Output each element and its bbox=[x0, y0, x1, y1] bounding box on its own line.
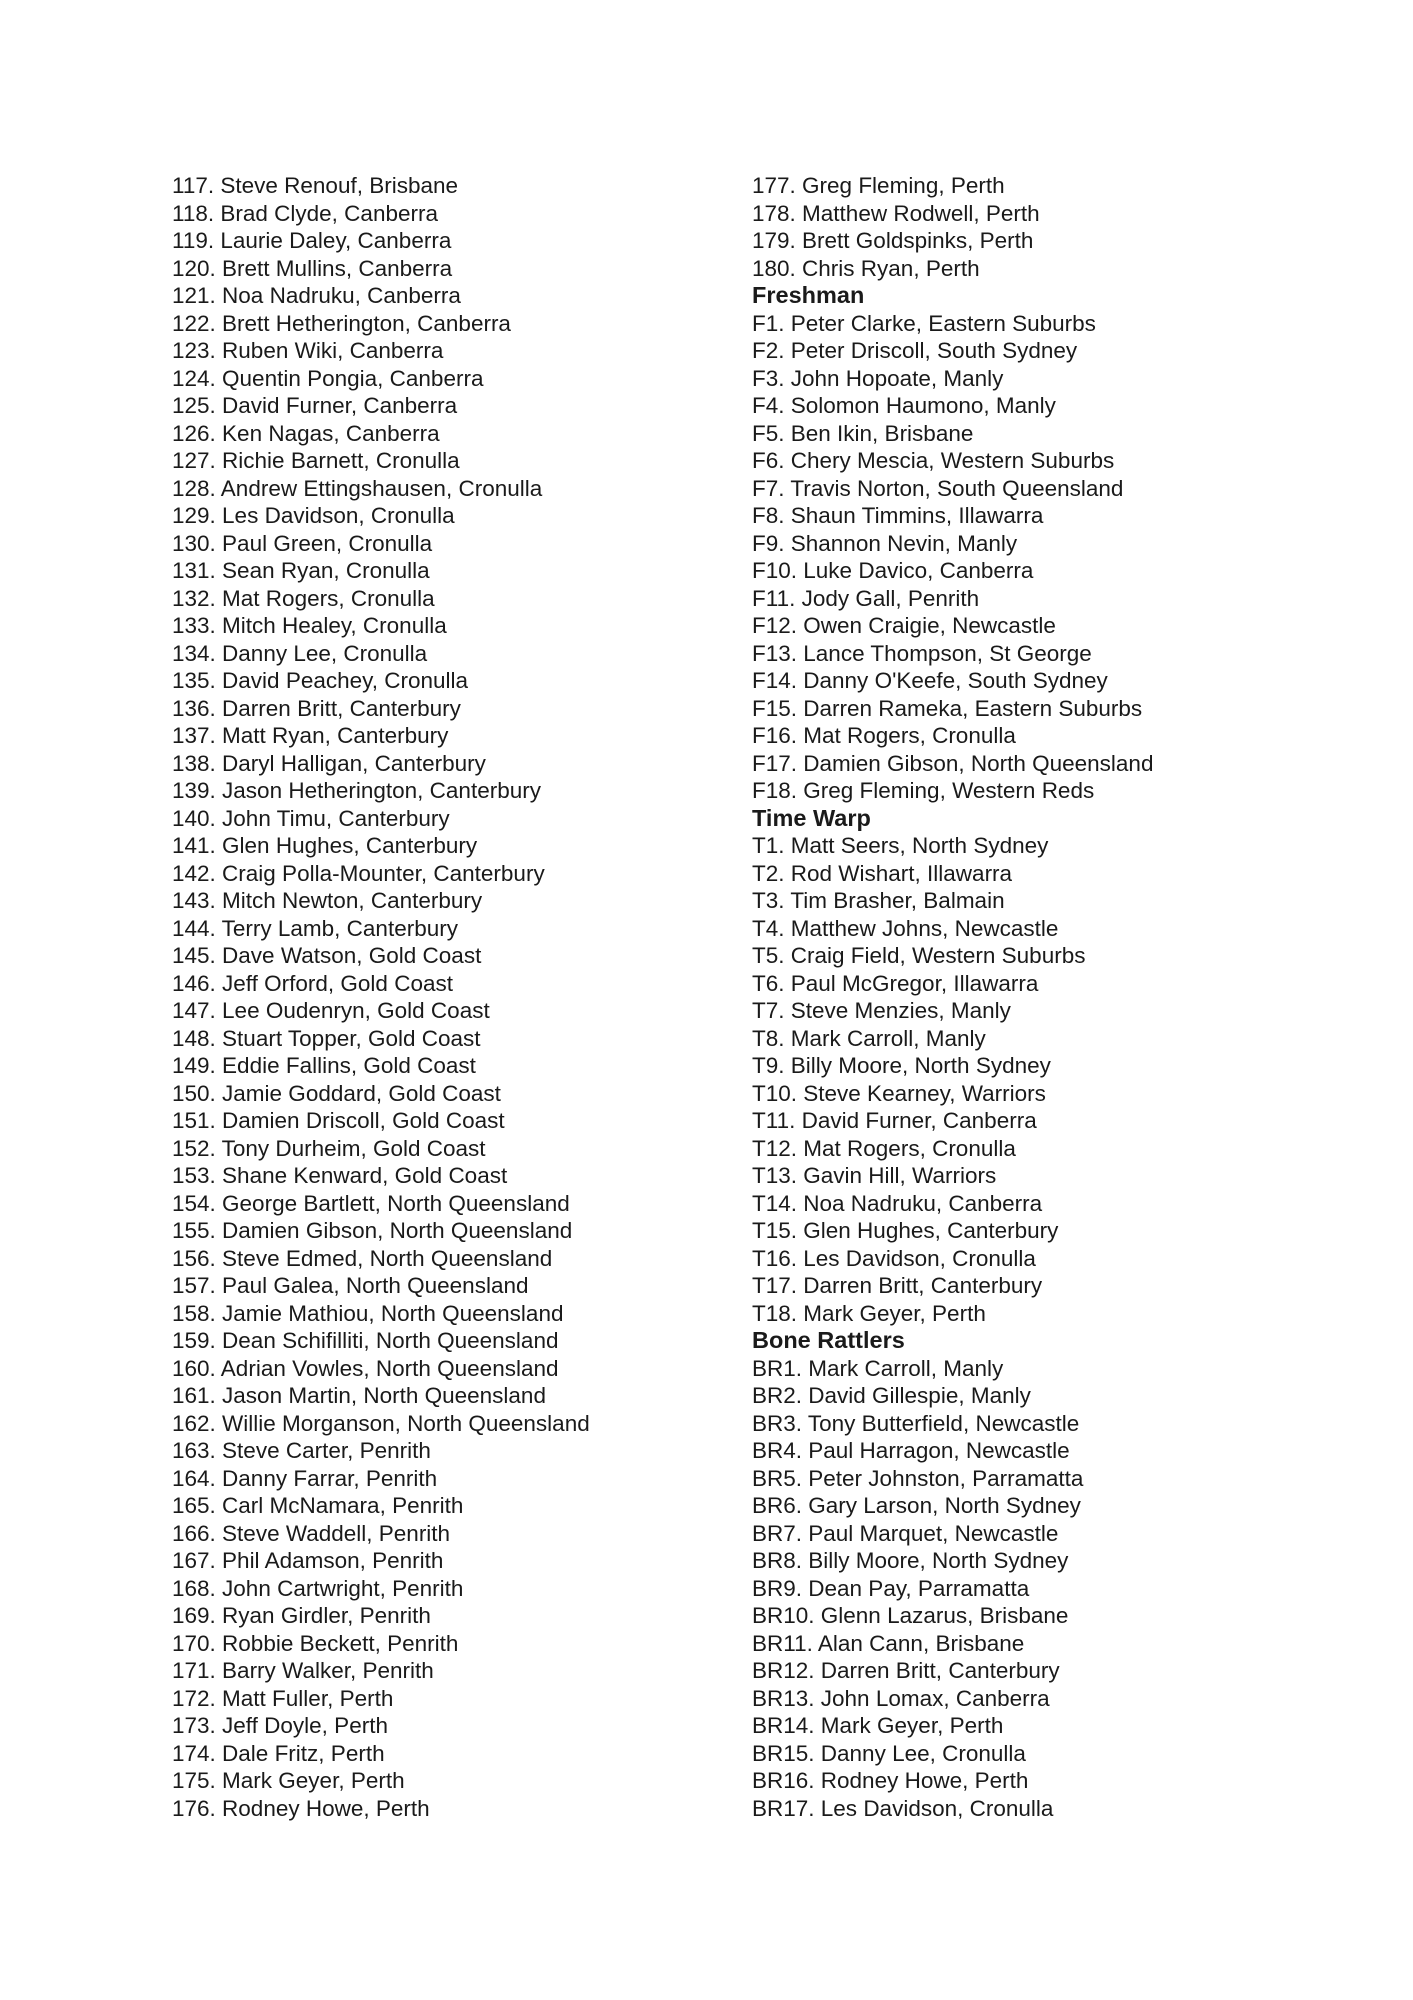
list-item: 139. Jason Hetherington, Canterbury bbox=[172, 778, 541, 803]
list-item: T13. Gavin Hill, Warriors bbox=[752, 1163, 997, 1188]
list-item: 117. Steve Renouf, Brisbane bbox=[172, 173, 459, 198]
list-item: 127. Richie Barnett, Cronulla bbox=[172, 448, 460, 473]
list-item: BR13. John Lomax, Canberra bbox=[752, 1685, 1050, 1711]
list-item: 124. Quentin Pongia, Canberra bbox=[172, 365, 484, 391]
list-item: F13. Lance Thompson, St George bbox=[752, 640, 1092, 666]
list-item: BR12. Darren Britt, Canterbury bbox=[752, 1658, 1060, 1683]
list-item: 145. Dave Watson, Gold Coast bbox=[172, 943, 482, 968]
list-item: 164. Danny Farrar, Penrith bbox=[172, 1465, 438, 1491]
list-item: 141. Glen Hughes, Canterbury bbox=[172, 833, 478, 858]
list-item: F9. Shannon Nevin, Manly bbox=[752, 530, 1018, 556]
list-item: F11. Jody Gall, Penrith bbox=[752, 585, 980, 611]
list-item: 123. Ruben Wiki, Canberra bbox=[172, 338, 444, 363]
list-item: 175. Mark Geyer, Perth bbox=[172, 1768, 405, 1793]
list-item: T3. Tim Brasher, Balmain bbox=[752, 888, 1005, 913]
list-item: T5. Craig Field, Western Suburbs bbox=[752, 943, 1086, 968]
list-item: 169. Ryan Girdler, Penrith bbox=[172, 1603, 431, 1628]
list-item: 170. Robbie Beckett, Penrith bbox=[172, 1630, 459, 1656]
list-item: F10. Luke Davico, Canberra bbox=[752, 558, 1034, 583]
list-item: 136. Darren Britt, Canterbury bbox=[172, 695, 461, 721]
list-item: 151. Damien Driscoll, Gold Coast bbox=[172, 1108, 505, 1133]
list-item: 144. Terry Lamb, Canterbury bbox=[172, 915, 458, 941]
list-item: F4. Solomon Haumono, Manly bbox=[752, 393, 1056, 418]
list-item: F5. Ben Ikin, Brisbane bbox=[752, 420, 974, 446]
list-item: 133. Mitch Healey, Cronulla bbox=[172, 613, 447, 638]
list-item: 122. Brett Hetherington, Canberra bbox=[172, 310, 511, 336]
list-item: BR3. Tony Butterfield, Newcastle bbox=[752, 1410, 1080, 1436]
list-item: BR14. Mark Geyer, Perth bbox=[752, 1713, 1004, 1738]
list-item: 142. Craig Polla-Mounter, Canterbury bbox=[172, 860, 545, 886]
list-item: T18. Mark Geyer, Perth bbox=[752, 1300, 986, 1326]
list-item: BR9. Dean Pay, Parramatta bbox=[752, 1575, 1030, 1601]
section-heading: Time Warp bbox=[752, 804, 871, 831]
list-item: 180. Chris Ryan, Perth bbox=[752, 255, 980, 281]
list-item: 177. Greg Fleming, Perth bbox=[752, 173, 1005, 198]
list-item: BR8. Billy Moore, North Sydney bbox=[752, 1548, 1069, 1573]
list-item: T10. Steve Kearney, Warriors bbox=[752, 1080, 1046, 1106]
list-item: T7. Steve Menzies, Manly bbox=[752, 998, 1011, 1023]
list-item: BR4. Paul Harragon, Newcastle bbox=[752, 1438, 1070, 1463]
list-item: 118. Brad Clyde, Canberra bbox=[172, 200, 438, 226]
left-column-list bbox=[172, 172, 732, 1822]
list-item: F12. Owen Craigie, Newcastle bbox=[752, 613, 1056, 638]
list-item: 172. Matt Fuller, Perth bbox=[172, 1685, 394, 1711]
list-item: 147. Lee Oudenryn, Gold Coast bbox=[172, 998, 490, 1023]
list-item: 119. Laurie Daley, Canberra bbox=[172, 228, 452, 253]
list-item: T1. Matt Seers, North Sydney bbox=[752, 833, 1049, 858]
list-item: BR5. Peter Johnston, Parramatta bbox=[752, 1465, 1084, 1491]
list-item: 154. George Bartlett, North Queensland bbox=[172, 1190, 570, 1216]
list-item: T15. Glen Hughes, Canterbury bbox=[752, 1218, 1059, 1243]
list-item: 157. Paul Galea, North Queensland bbox=[172, 1273, 529, 1298]
list-item: 165. Carl McNamara, Penrith bbox=[172, 1493, 464, 1518]
list-item: BR1. Mark Carroll, Manly bbox=[752, 1355, 1004, 1381]
list-item: T8. Mark Carroll, Manly bbox=[752, 1025, 986, 1051]
list-item: 176. Rodney Howe, Perth bbox=[172, 1795, 430, 1821]
list-item: 134. Danny Lee, Cronulla bbox=[172, 640, 428, 666]
list-item: T4. Matthew Johns, Newcastle bbox=[752, 915, 1059, 941]
list-item: BR6. Gary Larson, North Sydney bbox=[752, 1493, 1081, 1518]
list-item: BR2. David Gillespie, Manly bbox=[752, 1383, 1031, 1408]
list-item: F15. Darren Rameka, Eastern Suburbs bbox=[752, 695, 1143, 721]
list-item: T9. Billy Moore, North Sydney bbox=[752, 1053, 1051, 1078]
list-item: 162. Willie Morganson, North Queensland bbox=[172, 1410, 590, 1436]
list-item: F18. Greg Fleming, Western Reds bbox=[752, 778, 1095, 803]
list-item: 163. Steve Carter, Penrith bbox=[172, 1438, 431, 1463]
list-item: 153. Shane Kenward, Gold Coast bbox=[172, 1163, 508, 1188]
list-item: T12. Mat Rogers, Cronulla bbox=[752, 1135, 1016, 1161]
list-item: 159. Dean Schifilliti, North Queensland bbox=[172, 1328, 559, 1353]
list-item: 137. Matt Ryan, Canterbury bbox=[172, 723, 449, 748]
list-item: 146. Jeff Orford, Gold Coast bbox=[172, 970, 453, 996]
list-item: 128. Andrew Ettingshausen, Cronulla bbox=[172, 475, 543, 501]
list-item: 179. Brett Goldspinks, Perth bbox=[752, 228, 1034, 253]
list-item: 125. David Furner, Canberra bbox=[172, 393, 458, 418]
list-item: BR16. Rodney Howe, Perth bbox=[752, 1768, 1029, 1793]
list-item: T14. Noa Nadruku, Canberra bbox=[752, 1190, 1043, 1216]
list-item: F6. Chery Mescia, Western Suburbs bbox=[752, 448, 1115, 473]
list-item: 148. Stuart Topper, Gold Coast bbox=[172, 1025, 481, 1051]
list-item: 149. Eddie Fallins, Gold Coast bbox=[172, 1053, 476, 1078]
list-item: 152. Tony Durheim, Gold Coast bbox=[172, 1135, 486, 1161]
section-heading: Bone Rattlers bbox=[752, 1327, 905, 1353]
list-item: 150. Jamie Goddard, Gold Coast bbox=[172, 1080, 501, 1106]
list-item: T16. Les Davidson, Cronulla bbox=[752, 1245, 1036, 1271]
list-item: 168. John Cartwright, Penrith bbox=[172, 1575, 464, 1601]
list-item: 121. Noa Nadruku, Canberra bbox=[172, 283, 461, 308]
list-item: BR10. Glenn Lazarus, Brisbane bbox=[752, 1603, 1069, 1628]
list-item: 178. Matthew Rodwell, Perth bbox=[752, 200, 1040, 226]
list-item: 131. Sean Ryan, Cronulla bbox=[172, 558, 430, 583]
list-item: 126. Ken Nagas, Canberra bbox=[172, 420, 440, 446]
list-item: 120. Brett Mullins, Canberra bbox=[172, 255, 453, 281]
list-item: F3. John Hopoate, Manly bbox=[752, 365, 1004, 391]
list-item: T17. Darren Britt, Canterbury bbox=[752, 1273, 1043, 1298]
list-item: BR15. Danny Lee, Cronulla bbox=[752, 1740, 1026, 1766]
list-item: F8. Shaun Timmins, Illawarra bbox=[752, 503, 1044, 528]
right-column-list bbox=[752, 172, 1352, 1822]
list-item: 140. John Timu, Canterbury bbox=[172, 805, 450, 831]
list-item: T11. David Furner, Canberra bbox=[752, 1108, 1037, 1133]
list-item: 155. Damien Gibson, North Queensland bbox=[172, 1218, 573, 1243]
list-item: F16. Mat Rogers, Cronulla bbox=[752, 723, 1016, 748]
list-item: F17. Damien Gibson, North Queensland bbox=[752, 750, 1154, 776]
list-item: F7. Travis Norton, South Queensland bbox=[752, 475, 1124, 501]
list-item: 129. Les Davidson, Cronulla bbox=[172, 503, 455, 528]
list-item: 166. Steve Waddell, Penrith bbox=[172, 1520, 451, 1546]
list-item: T2. Rod Wishart, Illawarra bbox=[752, 860, 1013, 886]
list-item: 132. Mat Rogers, Cronulla bbox=[172, 585, 435, 611]
list-item: 156. Steve Edmed, North Queensland bbox=[172, 1245, 553, 1271]
section-heading: Freshman bbox=[752, 282, 865, 308]
list-item: BR11. Alan Cann, Brisbane bbox=[752, 1630, 1025, 1656]
list-item: F1. Peter Clarke, Eastern Suburbs bbox=[752, 310, 1096, 336]
list-item: T6. Paul McGregor, Illawarra bbox=[752, 970, 1039, 996]
list-item: F2. Peter Driscoll, South Sydney bbox=[752, 338, 1078, 363]
list-item: 158. Jamie Mathiou, North Queensland bbox=[172, 1300, 564, 1326]
list-item: BR17. Les Davidson, Cronulla bbox=[752, 1795, 1054, 1821]
list-item: 138. Daryl Halligan, Canterbury bbox=[172, 750, 486, 776]
list-item: 174. Dale Fritz, Perth bbox=[172, 1740, 385, 1766]
list-item: 173. Jeff Doyle, Perth bbox=[172, 1713, 388, 1738]
list-item: 143. Mitch Newton, Canterbury bbox=[172, 888, 483, 913]
list-item: BR7. Paul Marquet, Newcastle bbox=[752, 1520, 1059, 1546]
list-item: 161. Jason Martin, North Queensland bbox=[172, 1383, 546, 1408]
list-item: F14. Danny O'Keefe, South Sydney bbox=[752, 668, 1108, 693]
list-item: 160. Adrian Vowles, North Queensland bbox=[172, 1355, 559, 1381]
list-item: 130. Paul Green, Cronulla bbox=[172, 530, 433, 556]
list-item: 171. Barry Walker, Penrith bbox=[172, 1658, 434, 1683]
list-item: 167. Phil Adamson, Penrith bbox=[172, 1548, 444, 1573]
list-item: 135. David Peachey, Cronulla bbox=[172, 668, 469, 693]
